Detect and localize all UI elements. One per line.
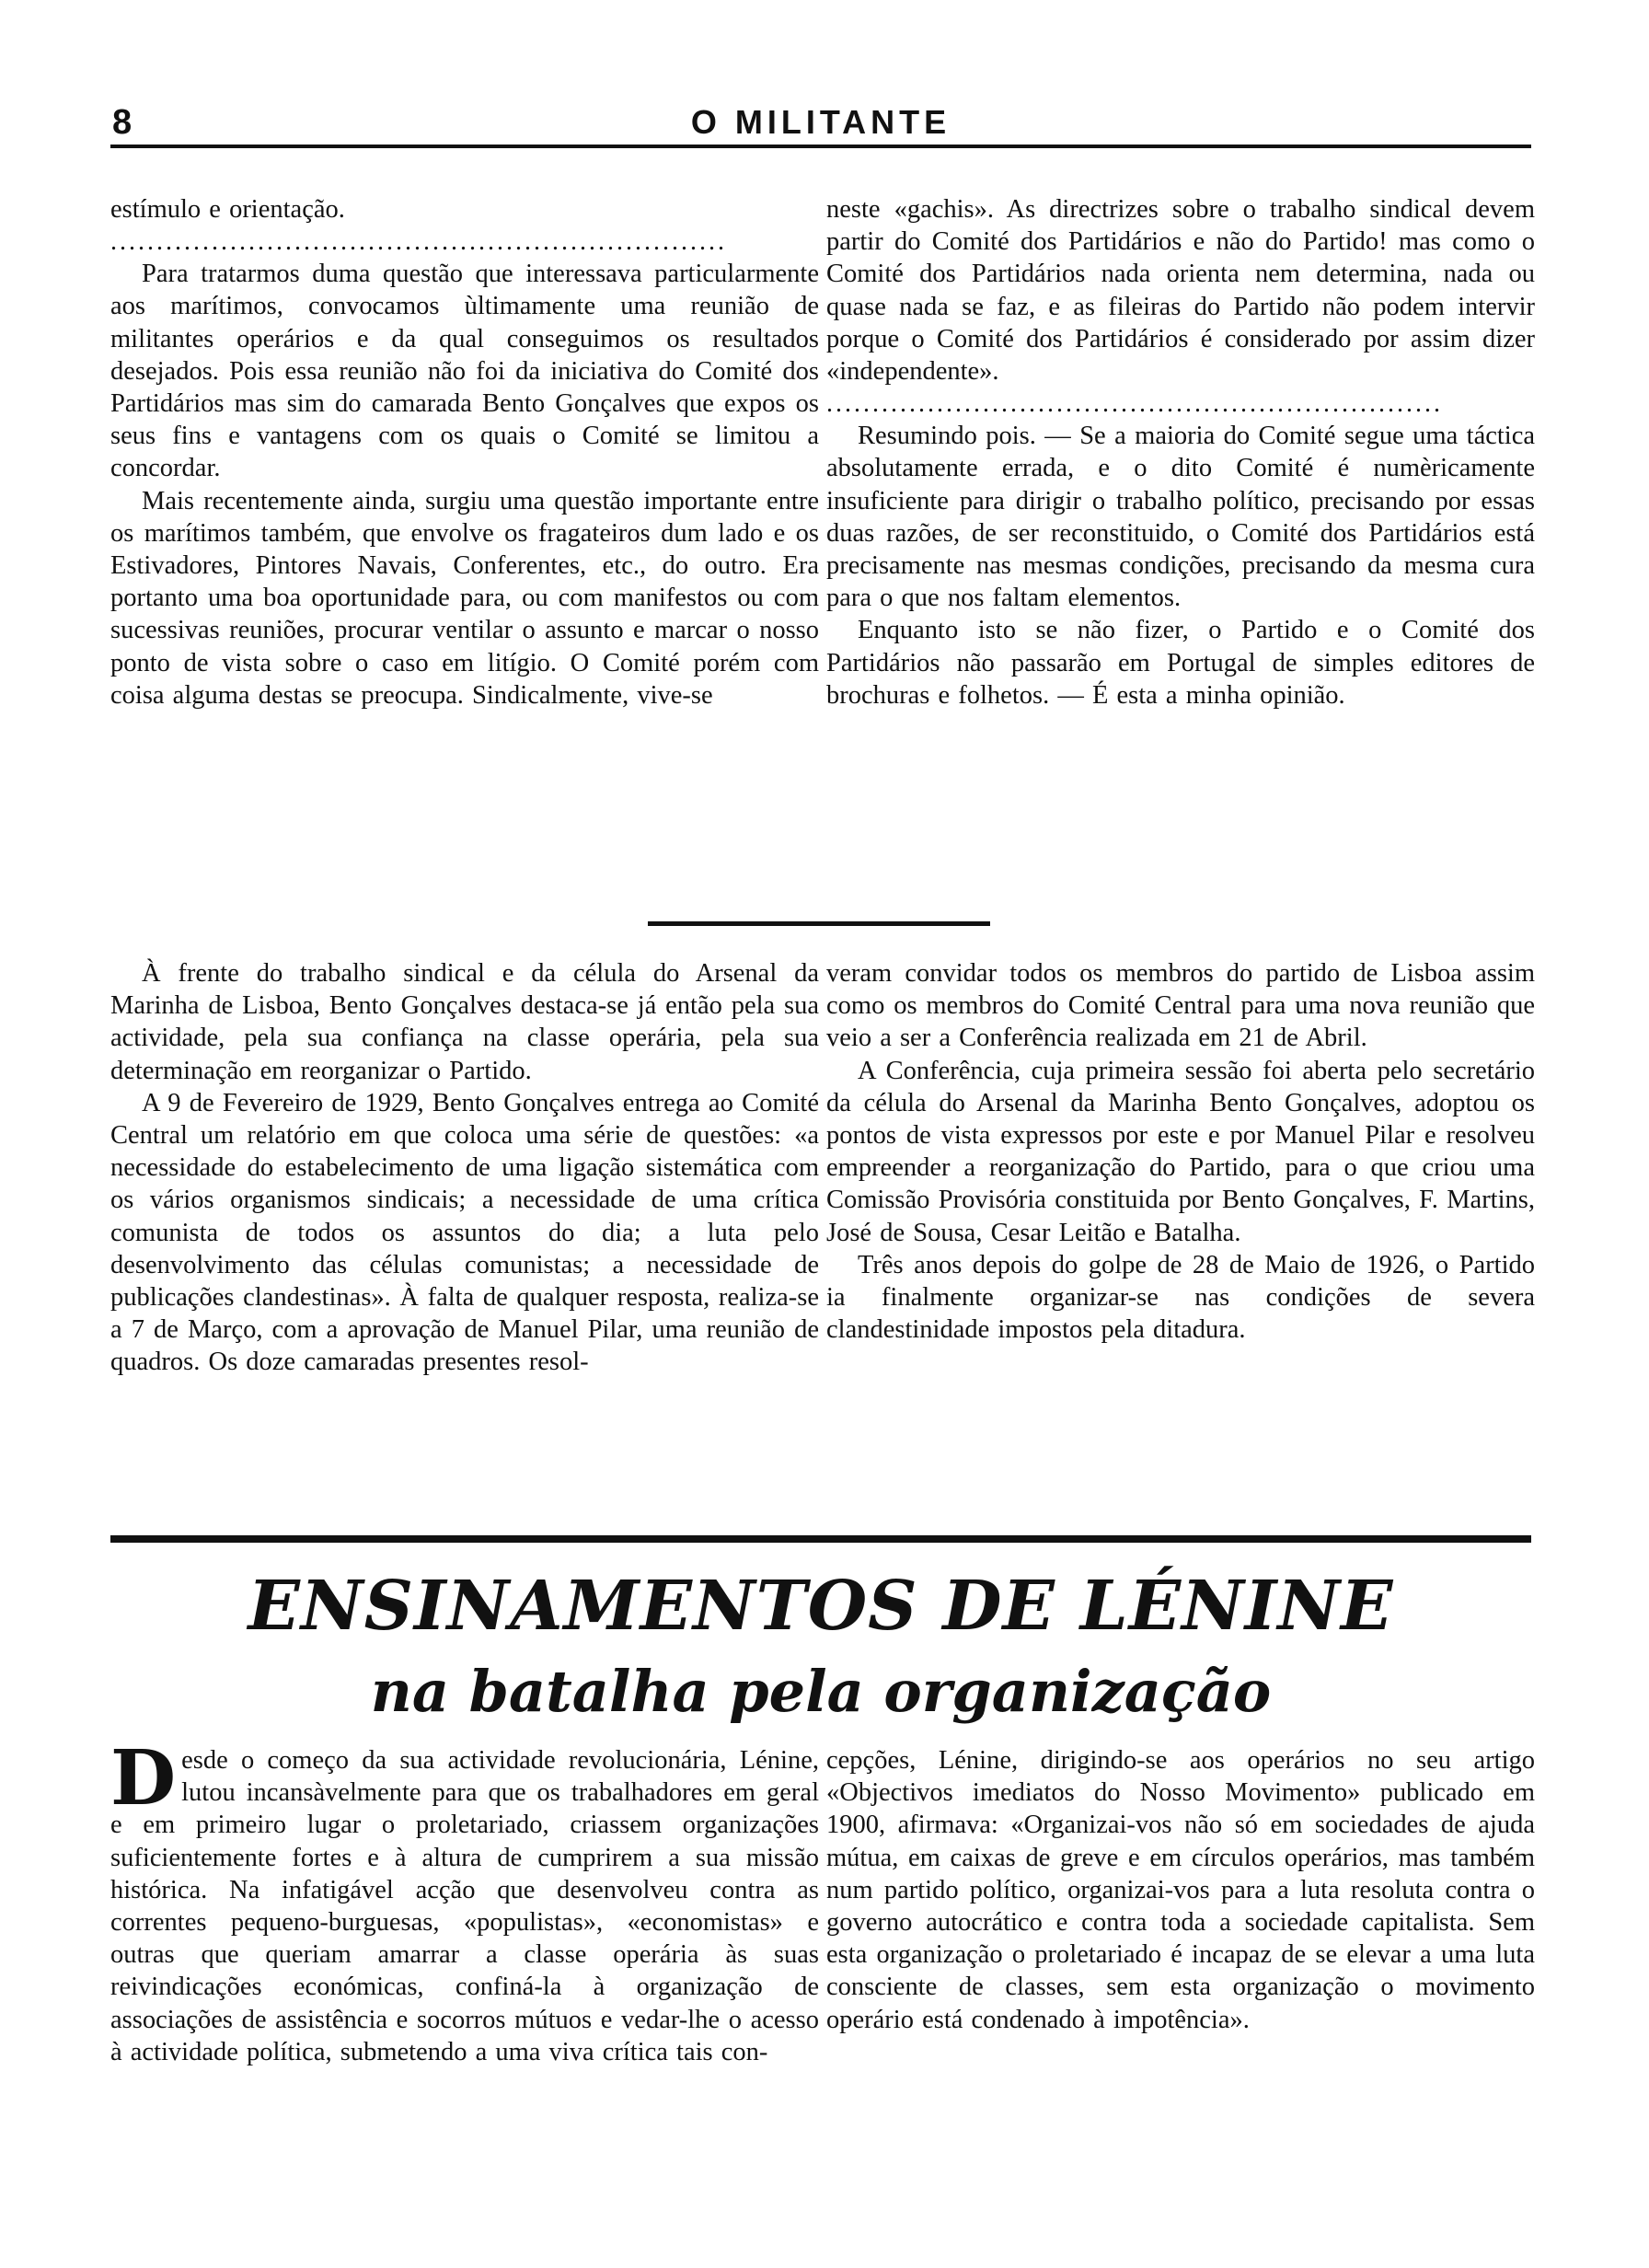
header-rule [110, 145, 1531, 148]
page-header [110, 103, 1531, 140]
section2-left-column [110, 957, 819, 1379]
dotted-separator: ................................................................... [110, 227, 727, 257]
paragraph: Resumindo pois. — Se a maioria do Comité segue uma táctica absolutamente errada, e o dito Comité é numèricamente insuficiente para dirigir o trabalho político, precisando por essas duas razões, de ser reconstituido, o Comité dos Partidários está precisamente nas mesmas condições, precisando da mesma cura para o que nos faltam elementos. [826, 422, 1535, 613]
paragraph [110, 1734, 819, 2068]
article-headline: ENSINAMENTOS DE LÉNINE [248, 1567, 1394, 1646]
article-divider [110, 1535, 1531, 1543]
paragraph: Enquanto isto se não fizer, o Partido e o Comité dos Partidários não passarão em Portugal de simples editores de brochuras e folhetos. — É esta a minha opinião. [826, 616, 1535, 710]
paragraph: A 9 de Fevereiro de 1929, Bento Gonçalves entrega ao Comité Central um relatório em que coloca uma série de questões: «a necessidade do estabelecimento de uma ligação sistemática com os vários organismos sindicais; a necessidade de uma crítica comunista de todos os assuntos do dia; a luta pelo desenvolvimento das células comunistas; a necessidade de publicações clandestinas». À falta de qualquer resposta, realiza-se a 7 de Março, com a aprovação de Manuel Pilar, uma reunião de quadros. Os doze camaradas presentes resol- [110, 1088, 819, 1377]
article-right-column [826, 1744, 1535, 2036]
paragraph: cepções, Lénine, dirigindo-se aos operários no seu artigo «Objectivos imediatos do Nosso Movimento» publicado em 1900, afirmava: «Organizai-vos não só em sociedades de ajuda mútua, em caixas de greve e em círculos operários, mas também num partido político, organizai-vos para a luta resoluta contra o governo autocrático e contra toda a sociedade capitalista. Sem esta organização o proletariado é incapaz de se elevar a uma luta consciente de classes, sem esta organização o movimento operário está condenado à impotência». [826, 1746, 1535, 2034]
section2-right-column [826, 957, 1535, 1346]
paragraph: À frente do trabalho sindical e da célula do Arsenal da Marinha de Lisboa, Bento Gonçalves destaca-se já então pela sua actividade, pela sua confiança na classe operária, pela sua determinação em reorganizar o Partido. [110, 959, 819, 1085]
drop-cap: D [110, 1734, 177, 1822]
section1-right-column [826, 193, 1535, 712]
dotted-separator: ................................................................... [826, 389, 1443, 419]
article-left-column [110, 1734, 819, 2068]
paragraph-text: esde o começo da sua actividade revolucionária, Lénine, lutou incansàvelmente para que os trabalhadores em geral e em primeiro lugar o proletariado, criassem organizações suficientemente fortes e à altura de cumprirem a sua missão histórica. Na infatigável acção que desenvolveu contra as correntes pequeno-burguesas, «populistas», «economistas» e outras que queriam amarrar a classe operária às suas reivindicações económicas, confiná-la à organização de associações de assistência e socorros mútuos e vedar-lhe o acesso à actividade política, submetendo a uma viva crítica tais con- [110, 1746, 819, 2066]
article-subheadline: na batalha pela organização [370, 1658, 1272, 1725]
journal-title: O MILITANTE [690, 103, 951, 141]
section1-left-column [110, 193, 819, 712]
paragraph: neste «gachis». As directrizes sobre o trabalho sindical devem partir do Comité dos Partidários e não do Partido! mas como o Comité dos Partidários nada orienta nem determina, nada ou quase nada se faz, e as fileiras do Partido não podem intervir porque o Comité dos Partidários é considerado por assim dizer «independente». [826, 195, 1535, 387]
paragraph: veram convidar todos os membros do partido de Lisboa assim como os membros do Comité Central para uma nova reunião que veio a ser a Conferência realizada em 21 de Abril. [826, 959, 1535, 1053]
page-number: 8 [112, 103, 133, 142]
paragraph: estímulo e orientação. [110, 195, 345, 224]
section-divider [648, 921, 990, 926]
paragraph: Mais recentemente ainda, surgiu uma questão importante entre os marítimos também, que envolve os fragateiros dum lado e os Estivadores, Pintores Navais, Conferentes, etc., do outro. Era portanto uma boa oportunidade para, ou com manifestos ou com sucessivas reuniões, procurar ventilar o assunto e marcar o nosso ponto de vista sobre o caso em litígio. O Comité porém com coisa alguma destas se preocupa. Sindicalmente, vive-se [110, 486, 819, 710]
paragraph: Para tratarmos duma questão que interessava particularmente aos marítimos, convocamos ùltimamente uma reunião de militantes operários e da qual conseguimos os resultados desejados. Pois essa reunião não foi da iniciativa do Comité dos Partidários mas sim do camarada Bento Gonçalves que expos os seus fins e vantagens com os quais o Comité se limitou a concordar. [110, 260, 819, 483]
paragraph: Três anos depois do golpe de 28 de Maio de 1926, o Partido ia finalmente organizar-se nas condições de severa clandestinidade impostos pela ditadura. [826, 1250, 1535, 1345]
paragraph: A Conferência, cuja primeira sessão foi aberta pelo secretário da célula do Arsenal da Marinha Bento Gonçalves, adoptou os pontos de vista expressos por este e por Manuel Pilar e resolveu empreender a reorganização do Partido, para o que criou uma Comissão Provisória constituida por Bento Gonçalves, F. Martins, José de Sousa, Cesar Leitão e Batalha. [826, 1056, 1535, 1247]
